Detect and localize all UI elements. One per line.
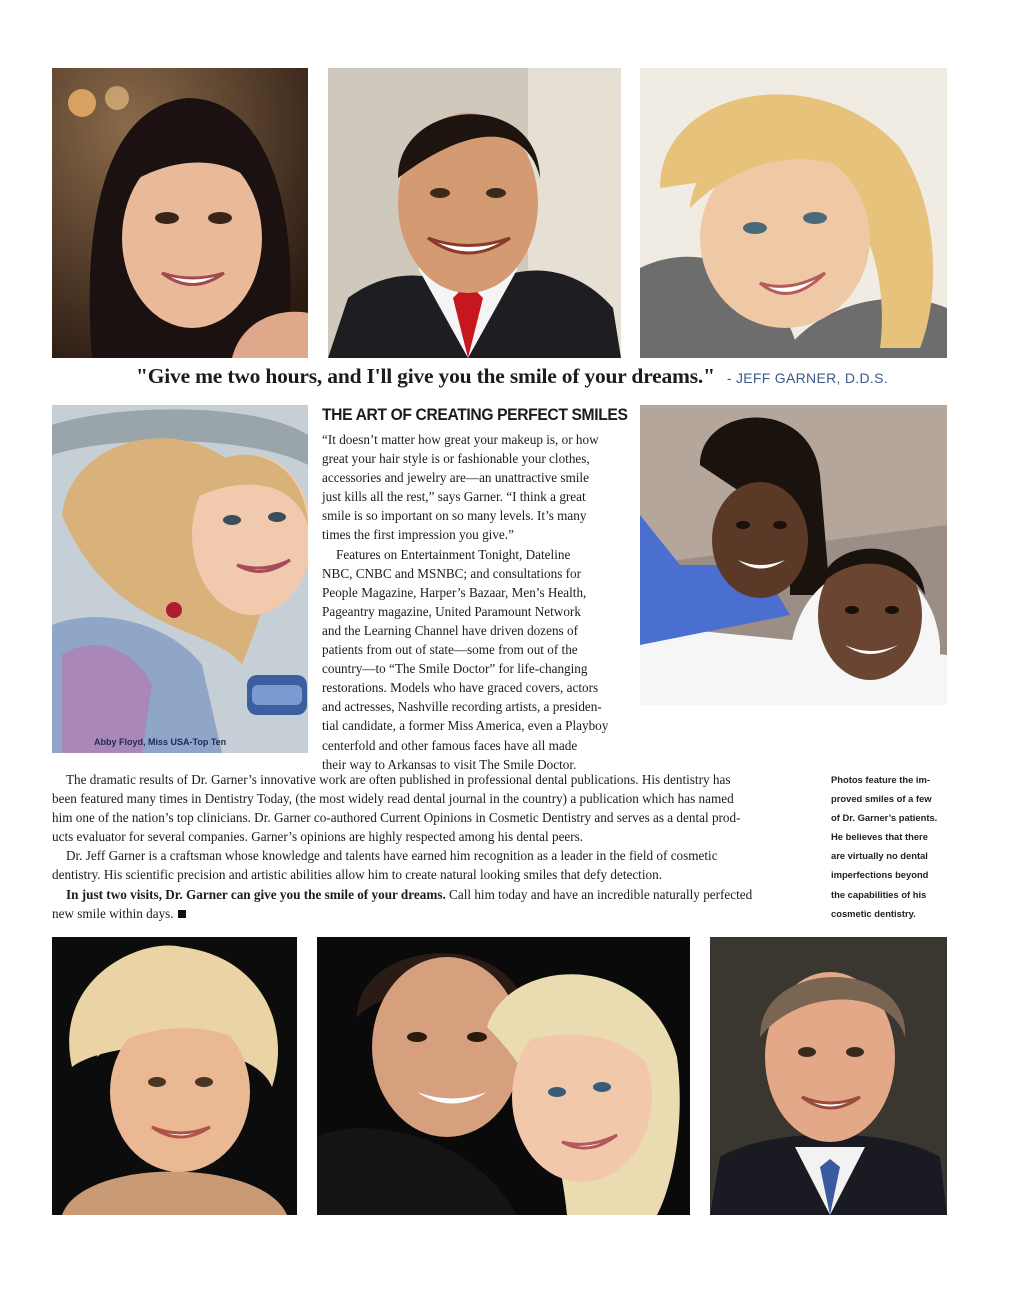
text-line: their way to Arkansas to visit The Smile Doctor.	[322, 756, 577, 772]
text-line: tial candidate, a former Miss America, even a Playboy	[322, 718, 609, 734]
closing-bold: In just two visits, Dr. Garner can give you the smile of your dreams.	[66, 886, 446, 902]
text-line: and the Learning Channel have driven dozens of	[322, 622, 578, 638]
quote-text: "Give me two hours, and I'll give you the smile of your dreams."	[136, 364, 715, 388]
text-line: Pageantry magazine, United Paramount Network	[322, 603, 581, 619]
text-line: restorations. Models who have graced covers, actors	[322, 680, 599, 696]
portrait-illustration	[640, 405, 947, 705]
closing-last: new smile within days.	[52, 905, 174, 921]
text-line: been featured many times in Dentistry Today, (the most widely read dental journal in the country) a publication which has named	[52, 791, 734, 807]
photo-older-woman	[52, 937, 297, 1215]
text-line: great your hair style is or fashionable your clothes,	[322, 451, 590, 467]
portrait-illustration	[52, 405, 308, 753]
portrait-illustration	[52, 937, 297, 1215]
side-caption	[831, 770, 961, 923]
text-line: Features on Entertainment Tonight, Dateline	[336, 546, 571, 562]
text-line: him one of the nation’s top clinicians. Dr. Garner co-authored Current Opinions in Cosmetic Dentistry and serves as a dental prod-	[52, 810, 741, 826]
photo-abby-floyd	[52, 405, 308, 753]
caption-line: the capabilities of his	[831, 888, 927, 900]
text-line: country—to “The Smile Doctor” for life-changing	[322, 661, 588, 677]
article-column-text	[322, 430, 630, 774]
text-line: “It doesn’t matter how great your makeup is, or how	[322, 432, 599, 447]
text-line: centerfold and other famous faces have all made	[322, 737, 578, 753]
caption-line: are virtually no dental	[831, 850, 928, 862]
article-title: THE ART OF CREATING PERFECT SMILES	[322, 405, 628, 424]
text-line: NBC, CNBC and MSNBC; and consultations for	[322, 565, 581, 581]
caption-line: He believes that there	[831, 831, 928, 843]
text-line: patients from out of state—some from out of the	[322, 642, 578, 658]
closing-rest: Call him today and have an incredible naturally perfected	[445, 886, 753, 902]
text-line: The dramatic results of Dr. Garner’s innovative work are often published in professional dental publications. His dentistry has	[66, 772, 731, 787]
caption-line: proved smiles of a few	[831, 793, 932, 805]
text-line: People Magazine, Harper’s Bazaar, Men’s Health,	[322, 584, 587, 600]
portrait-illustration	[52, 68, 308, 358]
portrait-illustration	[317, 937, 690, 1215]
caption-line: of Dr. Garner’s patients.	[831, 812, 938, 824]
photo-man-red-tie	[328, 68, 621, 358]
text-line: ucts evaluator for several companies. Garner’s opinions are highly respected among his dental peers.	[52, 829, 584, 845]
pull-quote	[136, 364, 916, 389]
photo-blonde-woman	[640, 68, 947, 358]
text-line: and actresses, Nashville recording artists, a presiden-	[322, 699, 602, 715]
text-line: just kills all the rest,” says Garner. “I think a great	[322, 489, 586, 505]
portrait-illustration	[710, 937, 947, 1215]
portrait-illustration	[640, 68, 947, 358]
closing-line	[52, 885, 812, 904]
article-full-width-text	[52, 770, 812, 923]
text-line: dentistry. His scientific precision and artistic abilities allow him to create natural looking smiles that defy detection.	[52, 867, 662, 883]
photo-man-suit	[710, 937, 947, 1215]
text-line: smile is so important on so many levels. It’s many	[322, 508, 587, 524]
photo-woman-dark-hair	[52, 68, 308, 358]
caption-line: cosmetic dentistry.	[831, 907, 916, 919]
end-mark-icon	[178, 910, 186, 918]
caption-line: Photos feature the im-	[831, 774, 930, 785]
text-line: Dr. Jeff Garner is a craftsman whose knowledge and talents have earned him recognition as a leader in the field of cosmetic	[66, 848, 718, 864]
closing-last-line	[52, 904, 812, 923]
photo-caption: Abby Floyd, Miss USA-Top Ten	[94, 737, 227, 747]
caption-line: imperfections beyond	[831, 869, 929, 881]
portrait-illustration	[328, 68, 621, 358]
text-line: times the first impression you give.”	[322, 527, 514, 543]
photo-couple	[640, 405, 947, 705]
quote-author: - JEFF GARNER, D.D.S.	[726, 370, 888, 386]
photo-couple-cheek	[317, 937, 690, 1215]
text-line: accessories and jewelry are—an unattractive smile	[322, 470, 589, 486]
